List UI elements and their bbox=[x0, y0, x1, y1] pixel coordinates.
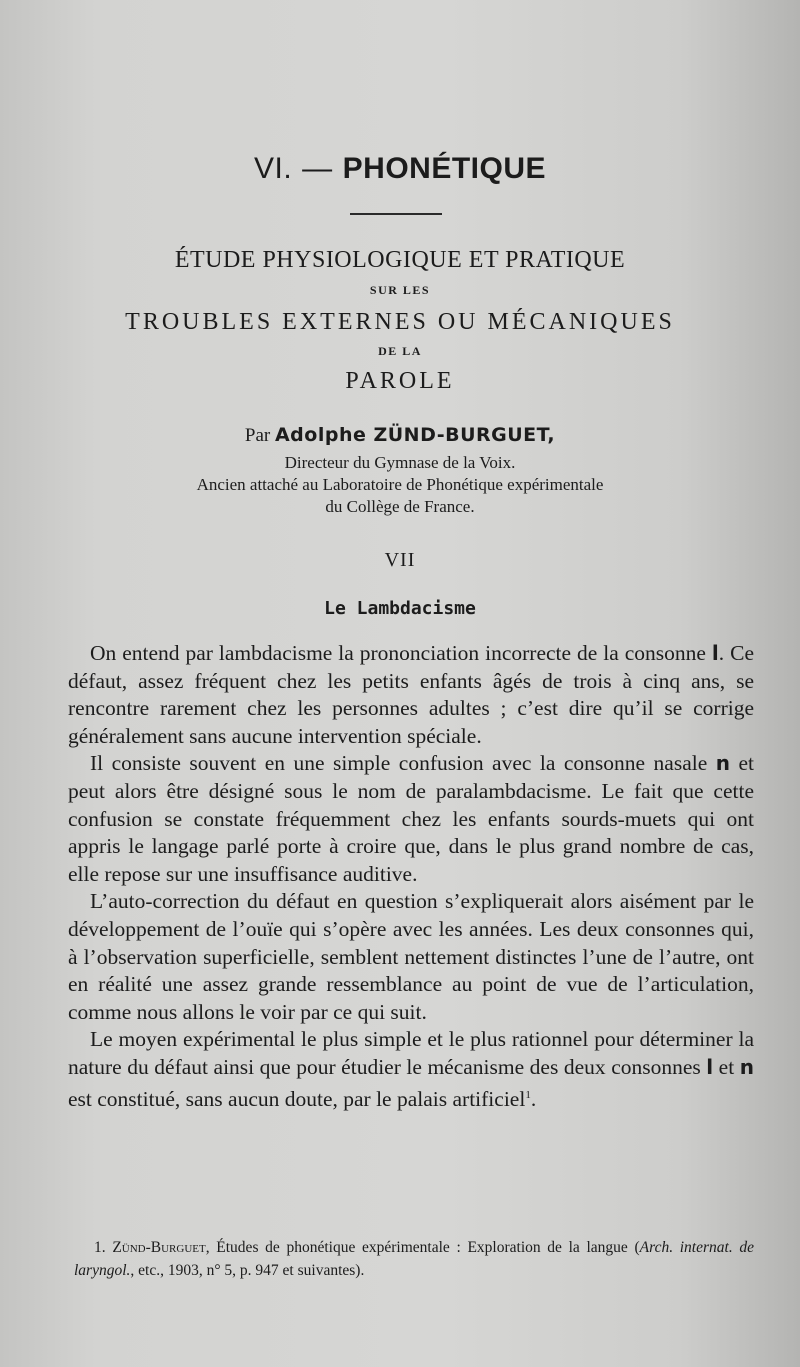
footnote-number: 1. bbox=[94, 1239, 106, 1256]
section-number: VII bbox=[384, 549, 416, 571]
footnote-journal: Arch. internat. de laryngol. bbox=[74, 1239, 755, 1279]
paragraph-text: . Ce défaut, assez fréquent chez les petits enfants âgés de trois à cinq ans, se rencontre rarement chez les personnes adultes ; c’est dire qu’il se corrige généralement sans aucune intervention spéciale. bbox=[68, 641, 754, 748]
byline-prefix: Par bbox=[244, 425, 271, 446]
affiliation-line-2: Ancien attaché au Laboratoire de Phonétique expérimentale bbox=[196, 475, 604, 494]
paragraph-text: Le moyen expérimental le plus simple et le plus rationnel pour déterminer la nature du défaut ainsi que pour étudier le mécanisme des deux consonnes bbox=[68, 1027, 754, 1079]
chapter-dash: — bbox=[302, 152, 333, 185]
bold-letter: l bbox=[706, 1054, 714, 1079]
paragraph bbox=[68, 750, 754, 888]
paragraph-text: et bbox=[713, 1054, 740, 1079]
title-line-1: ÉTUDE PHYSIOLOGIQUE ET PRATIQUE bbox=[174, 247, 626, 273]
title-line-3: PAROLE bbox=[345, 368, 455, 394]
footnote-text: , etc., 1903, n° 5, p. 947 et suivantes). bbox=[130, 1262, 365, 1279]
chapter-heading bbox=[0, 152, 800, 186]
paragraph-text: Il consiste souvent en une simple confusion avec la consonne nasale bbox=[90, 751, 716, 776]
footnote-paragraph bbox=[74, 1236, 754, 1282]
bold-letter: n bbox=[715, 751, 730, 776]
author-name: Adolphe ZÜND-BURGUET, bbox=[274, 424, 556, 446]
footnote-author: Zünd-Burguet, bbox=[112, 1239, 210, 1256]
footnote-marker: 1 bbox=[525, 1088, 531, 1101]
paragraph bbox=[68, 888, 754, 1026]
affiliation-line-1: Directeur du Gymnase de la Voix. bbox=[284, 453, 516, 472]
heading-rule bbox=[350, 213, 442, 215]
chapter-name: PHONÉTIQUE bbox=[342, 152, 547, 185]
title-small-2: DE LA bbox=[378, 344, 422, 358]
paragraph bbox=[68, 640, 754, 750]
footnote bbox=[74, 1236, 754, 1282]
paragraph-text: L’auto-correction du défaut en question s’expliquerait alors aisément par le développement de l’ouïe qui s’opère avec les années. Les deux consonnes qui, à l’observation superficielle, semblent nettement distinctes l’une de l’autre, ont en réalité une assez grande ressemblance au point de vue de l’articulation, comme nous allons le voir par ce qui suit. bbox=[68, 889, 754, 1024]
affiliation-line-3: du Collège de France. bbox=[325, 497, 475, 516]
paragraph bbox=[68, 1026, 754, 1113]
paragraph-text: et peut alors être désigné sous le nom de paralambdacisme. Le fait que cette confusion se constate fréquemment chez les enfants sourds-muets qui ont appris le langage parlé porte à croire que, dans le plus grand nombre de cas, elle repose sur une insuffisance auditive. bbox=[68, 751, 754, 886]
bold-letter: l bbox=[711, 641, 719, 665]
section-title: Le Lambdacisme bbox=[324, 598, 476, 619]
byline bbox=[0, 424, 800, 447]
paragraph-text: . bbox=[530, 1086, 537, 1111]
footnote-text: Études de phonétique expérimentale : Exploration de la langue ( bbox=[209, 1239, 640, 1256]
title-small-1: SUR LES bbox=[369, 283, 431, 297]
paragraph-text: est constitué, sans aucun doute, par le palais artificiel bbox=[68, 1086, 526, 1111]
bold-letter: n bbox=[739, 1054, 754, 1079]
title-line-2: TROUBLES EXTERNES OU MÉCANIQUES bbox=[125, 309, 675, 335]
paragraph-text: On entend par lambdacisme la prononciation incorrecte de la consonne bbox=[90, 641, 712, 665]
body-text bbox=[68, 640, 754, 1113]
chapter-number: VI. bbox=[253, 152, 293, 185]
